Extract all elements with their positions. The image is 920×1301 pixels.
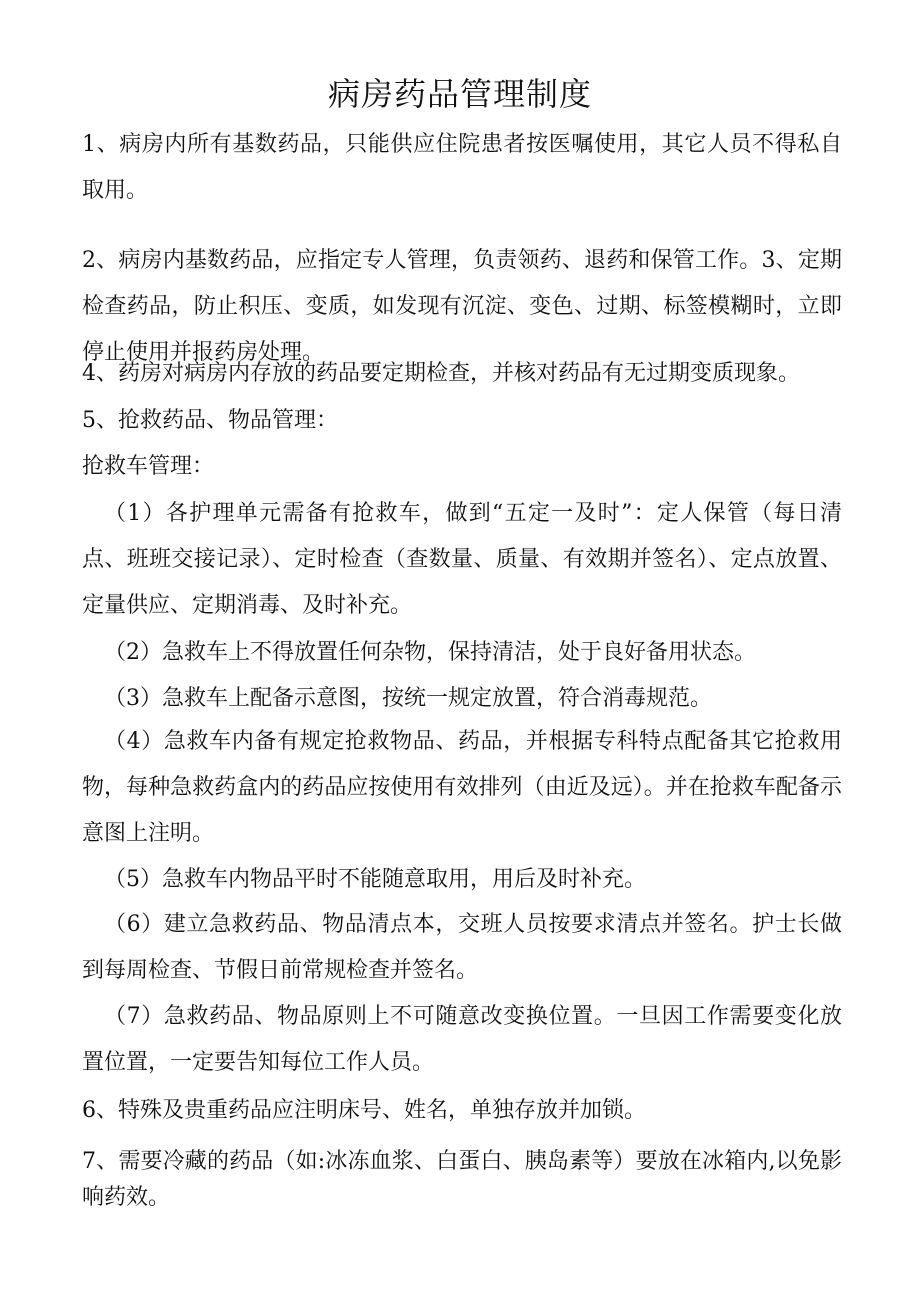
paragraph-7: 7、需要冷藏的药品（如:冰冻血浆、白蛋白、胰岛素等）要放在冰箱内,以免影响药效。 (82, 1149, 842, 1210)
paragraph-1: 1、病房内所有基数药品，只能供应住院患者按医嘱使用，其它人员不得私自取用。 (82, 132, 842, 203)
paragraph-rescue-cart-heading: 抢救车管理： (82, 454, 215, 479)
paragraph-item-4: （4）急救车内备有规定抢救物品、药品，并根据专科特点配备其它抢救用物，每种急救药盒内的药品应按使用有效排列（由近及远）。并在抢救车配备示意图上注明。 (82, 729, 842, 846)
paragraph-4: 4、药房对病房内存放的药品要定期检查，并核对药品有无过期变质现象。 (82, 361, 800, 386)
paragraph-6: 6、特殊及贵重药品应注明床号、姓名，单独存放并加锁。 (82, 1098, 646, 1123)
paragraph-item-5: （5）急救车内物品平时不能随意取用，用后及时补充。 (104, 867, 646, 892)
paragraph-item-2: （2）急救车上不得放置任何杂物，保持清洁，处于良好备用状态。 (104, 640, 756, 665)
paragraph-item-3: （3）急救车上配备示意图，按统一规定放置，符合消毒规范。 (104, 686, 712, 711)
paragraph-item-6: （6）建立急救药品、物品清点本，交班人员按要求清点并签名。护士长做到每周检查、节假日前常规检查并签名。 (82, 912, 842, 983)
paragraph-item-1: （1）各护理单元需备有抢救车，做到“五定一及时”：定人保管（每日清点、班班交接记录）、定时检查（查数量、质量、有效期并签名）、定点放置、定量供应、定期消毒、及时补充。 (82, 501, 842, 618)
paragraph-5: 5、抢救药品、物品管理： (82, 408, 338, 433)
document-title: 病房药品管理制度 (327, 75, 592, 113)
paragraph-item-7: （7）急救药品、物品原则上不可随意改变换位置。一旦因工作需要变化放置位置，一定要告知每位工作人员。 (82, 1004, 842, 1075)
paragraph-2-3: 2、病房内基数药品，应指定专人管理，负责领药、退药和保管工作。3、定期检查药品，防止积压、变质，如发现有沉淀、变色、过期、标签模糊时，立即停止使用并报药房处理。 (82, 248, 842, 365)
